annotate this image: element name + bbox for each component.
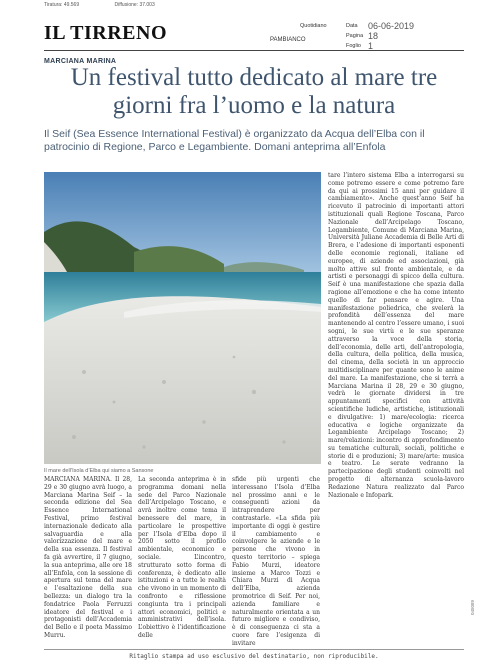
archive-code: 045089 — [470, 600, 475, 616]
text-column-4 — [328, 172, 464, 644]
text-column-1 — [44, 476, 132, 642]
pagina-label: Pagina — [346, 33, 364, 39]
footer-rule — [44, 649, 464, 650]
data-value: 06-06-2019 — [368, 21, 415, 31]
article-subtitle: Il Seif (Sea Essence International Festival) è organizzato da Acqua dell’Elba con il patrocinio di Regione, Parco e Legambiente. Domani anteprima all’Enfola — [44, 128, 425, 153]
diffusione: Diffusione: 37.003 — [114, 2, 155, 8]
text-column-2 — [138, 476, 226, 642]
kicker: MARCIANA MARINA — [44, 58, 117, 65]
beach-photo — [44, 172, 321, 464]
print-run-info — [44, 2, 189, 8]
column-4-text: tare l’intero sistema Elba a interrogarsi su come potremo essere e come potremo fare da qui ai prossimi 15 anni per guidare il cambiamento». Anche quest’anno Seif ha ricevuto il patrocinio di importanti attori istituzionali quali Regione Toscana, Parco Nazionale dell’Arcipelago Toscano, Legambiente, Comune di Marciana Marina, Università Juliane Accademia di Belle Arti di Brera, e l’adesione di importanti esponenti delle economie regionali, italiane ed europee, di aziende ed associazioni, già molto attive sul fronte ambientale, e da artisti e personaggi di spicco della cultura. Seif è una manifestazione che spazia dalla ragione all’emozione e che ha come intento quello di far pensare e agire. Una manifestazione poliedrica, che svelerà la profondità dell’essenza del mare mantenendo al centro l’essere umano, i suoi sogni, le sue virtù e le sue speranze attraverso la voce della storia, dell’economia, delle arti, dell’antropologia, della cultura, della politica, della musica, del cinema, della società in un approccio multidisciplinare per quante sono le anime del mare. La manifestazione, che si terrà a Marciana Marina il 28, 29 e 30 giugno, vedrà le giornate dividersi in tre appuntamenti specifici con attività scientifiche ludiche, artistiche, istituzionali e divulgative: 1) mare/ecologia: ricerca educativa e logiche organizzate da Legambiente Arcipelago Toscano; 2) mare/relazioni: incontro di approfondimento su tematiche culturali, sociali, politiche e storie di e produzioni; 3) mare/arte: musica e teatro. Le serate vedranno la partecipazione degli studenti coinvolti nel progetto di alternanza scuola-lavoro Redazione Natura realizzato dal Parco Nazionale e Infopark. — [328, 172, 464, 499]
column-3-text: sfide più urgenti che interessano l’Isola d’Elba nel prossimo anni e le conseguenti azioni da intraprendere per contrastarle. «La sfida più importante di oggi è gestire il cambiamento e coinvolgere le aziende e le persone che vivono in questo territorio – spiega Fabio Murzi, ideatore insieme a Marco Tozzi e Chiara Murzi di Acqua dell’Elba, azienda promotrice di Seif. Per noi, azienda familiare e naturalmente orientata a un futuro migliore e condiviso, è di conseguenza ci sta a cuore fare l’esigenza di invitare — [232, 476, 320, 647]
masthead-rule — [44, 50, 464, 51]
foglio-value: 1 — [368, 41, 374, 51]
pagina-value: 18 — [368, 31, 379, 41]
column-2-text: La seconda anteprima è in programma domani nella sede del Parco Nazionale dell’Arcipelago Toscano, e avrà inoltre come tema il benessere del mare, in particolare le prospettive per l’Isola d’Elba dopo il 2050 sotto il profilo ambientale, economico e sociale. L’incontro, strutturato sotto forma di conferenza, è dedicato alle istituzioni e a tutte le realtà che vivono in un momento di confronto e riflessione congiunta tra i principali attori economici, politici e amministrativi dell’isola. L’obiettivo è l’identificazione delle — [138, 476, 226, 639]
edition-name: PAMBIANCO — [270, 37, 306, 43]
footer-notice: Ritaglio stampa ad uso esclusivo del destinatario, non riproducibile. — [129, 653, 379, 660]
tiratura: Tiratura: 49.569 — [44, 2, 80, 8]
article-title: Un festival tutto dedicato al mare tre giorni fra l’uomo e la natura — [70, 64, 438, 119]
masthead: IL TIRRENO — [44, 22, 168, 44]
foglio-label: Foglio — [346, 43, 361, 49]
data-label: Data — [346, 23, 358, 29]
text-column-3 — [232, 476, 320, 647]
photo-caption: Il mare dell’Isola d’Elba qui siamo a Sansone — [44, 468, 154, 474]
quotidiano-label: Quotidiano — [300, 23, 327, 29]
column-1-text: MARCIANA MARINA. Il 28, 29 e 30 giugno avrà luogo, a Marciana Marina Seif – la seconda edizione del Sea Essence International Festival, primo festival internazionale dedicato alla salvaguardia e alla valorizzazione del mare e della sua essenza. Il festival fa già avvertire, il 7 giugno, la sua anteprima, alle ore 18 all’Enfola, con la sessione di apertura sul tema del mare e l’esaltazione della sua bellezza: un dialogo tra la fondatrice Paola Ferruzzi ideatore del festival e i protagonisti dell’Accademia del Bello e il poeta Massimo Murru. — [44, 476, 132, 639]
